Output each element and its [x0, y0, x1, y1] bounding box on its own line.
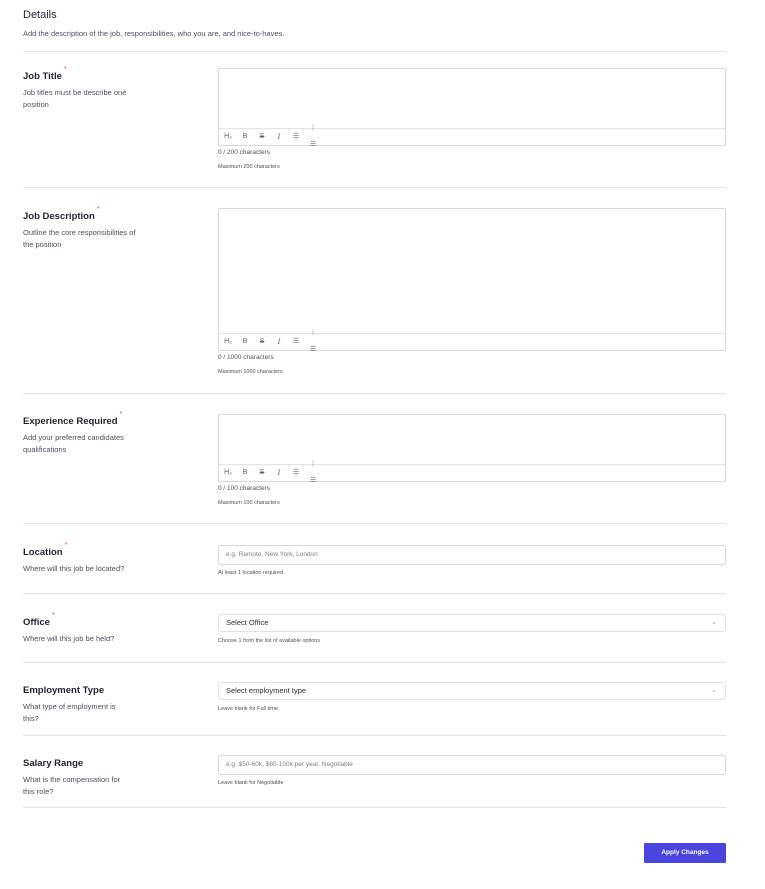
job-description-helper: Maximum 1000 characters — [218, 369, 283, 375]
experience-counter: 0 / 100 characters — [218, 485, 271, 492]
job-description-hint: Outline the core responsibilities of the position — [23, 228, 136, 249]
required-marker: * — [51, 612, 55, 619]
experience-textarea[interactable] — [219, 415, 725, 465]
location-label: Location — [23, 547, 63, 558]
strikethrough-icon[interactable]: S — [259, 469, 265, 476]
employment-type-select-value: Select employment type — [226, 686, 307, 695]
job-description-textarea[interactable] — [219, 209, 725, 334]
employment-type-hint: What type of employment is this? — [23, 702, 116, 723]
required-marker: * — [119, 411, 123, 418]
divider — [23, 187, 726, 188]
bold-icon[interactable]: B — [242, 469, 248, 476]
heading-icon[interactable]: H₂ — [224, 338, 232, 345]
job-title-editor[interactable] — [218, 68, 726, 146]
section-subtitle: Add the description of the job, responsibilities, who you are, and nice-to-haves. — [23, 29, 285, 38]
strikethrough-icon[interactable]: S — [259, 338, 265, 345]
job-title-helper: Maximum 200 characters — [218, 164, 280, 170]
italic-icon[interactable]: I — [277, 133, 281, 141]
salary-helper: Leave blank for Negotiable — [218, 780, 284, 786]
bullet-list-icon[interactable]: ☰ — [292, 469, 300, 476]
location-helper: At least 1 location required — [218, 570, 284, 576]
required-marker: * — [63, 66, 67, 73]
section-title: Details — [23, 9, 57, 21]
salary-label: Salary Range — [23, 758, 84, 769]
heading-icon[interactable]: H₂ — [224, 133, 232, 140]
italic-icon[interactable]: I — [277, 338, 281, 346]
bullet-list-icon[interactable]: ☰ — [292, 338, 300, 345]
employment-type-helper: Leave blank for Full time — [218, 706, 278, 712]
experience-label: Experience Required — [23, 416, 118, 427]
editor-toolbar — [219, 125, 725, 148]
divider — [23, 735, 726, 736]
numbered-list-icon[interactable]: ⁞☰ — [309, 330, 317, 353]
job-title-hint: Job titles must be describe one position — [23, 88, 127, 109]
office-label-block — [23, 612, 143, 645]
location-input[interactable]: e.g. Remote, New York, London — [218, 545, 726, 565]
job-description-label: Job Description — [23, 211, 95, 222]
job-title-counter: 0 / 200 characters — [218, 149, 271, 156]
experience-editor[interactable] — [218, 414, 726, 482]
editor-toolbar — [219, 330, 725, 353]
job-description-label-block — [23, 206, 143, 251]
location-label-block — [23, 542, 143, 575]
office-select-value: Select Office — [226, 618, 269, 627]
chevron-down-icon: ⌄ — [711, 619, 717, 626]
bold-icon[interactable]: B — [242, 133, 248, 140]
bullet-list-icon[interactable]: ☰ — [292, 133, 300, 140]
bold-icon[interactable]: B — [242, 338, 248, 345]
section-header — [23, 9, 284, 38]
office-helper: Choose 1 from the list of available options — [218, 638, 321, 644]
divider — [23, 523, 726, 524]
job-title-label: Job Title — [23, 71, 62, 82]
salary-label-block — [23, 753, 143, 798]
numbered-list-icon[interactable]: ⁞☰ — [309, 461, 317, 484]
office-select[interactable] — [218, 614, 726, 632]
job-description-editor[interactable] — [218, 208, 726, 351]
divider — [23, 807, 726, 808]
office-hint: Where will this job be held? — [23, 634, 115, 643]
employment-type-label: Employment Type — [23, 685, 105, 696]
office-label: Office — [23, 617, 50, 628]
heading-icon[interactable]: H₂ — [224, 469, 232, 476]
location-hint: Where will this job be located? — [23, 564, 125, 573]
required-marker: * — [96, 206, 100, 213]
job-description-counter: 0 / 1000 characters — [218, 354, 274, 361]
editor-toolbar — [219, 461, 725, 484]
italic-icon[interactable]: I — [277, 469, 281, 477]
divider — [23, 593, 726, 594]
apply-changes-button[interactable]: Apply Changes — [644, 843, 726, 863]
numbered-list-icon[interactable]: ⁞☰ — [309, 125, 317, 148]
experience-label-block — [23, 411, 143, 456]
employment-type-label-block — [23, 680, 143, 725]
divider — [23, 393, 726, 394]
experience-hint: Add your preferred candidates qualifications — [23, 433, 124, 454]
divider — [23, 662, 726, 663]
divider — [23, 51, 726, 52]
salary-input[interactable]: e.g. $50-60k, $80-100k per year, Negotiable — [218, 755, 726, 775]
experience-helper: Maximum 100 characters — [218, 500, 280, 506]
employment-type-select[interactable] — [218, 682, 726, 700]
job-title-textarea[interactable] — [219, 69, 725, 129]
chevron-down-icon: ⌄ — [711, 687, 717, 694]
job-title-label-block — [23, 66, 143, 111]
strikethrough-icon[interactable]: S — [259, 133, 265, 140]
required-marker: * — [64, 542, 68, 549]
salary-hint: What is the compensation for this role? — [23, 775, 121, 796]
